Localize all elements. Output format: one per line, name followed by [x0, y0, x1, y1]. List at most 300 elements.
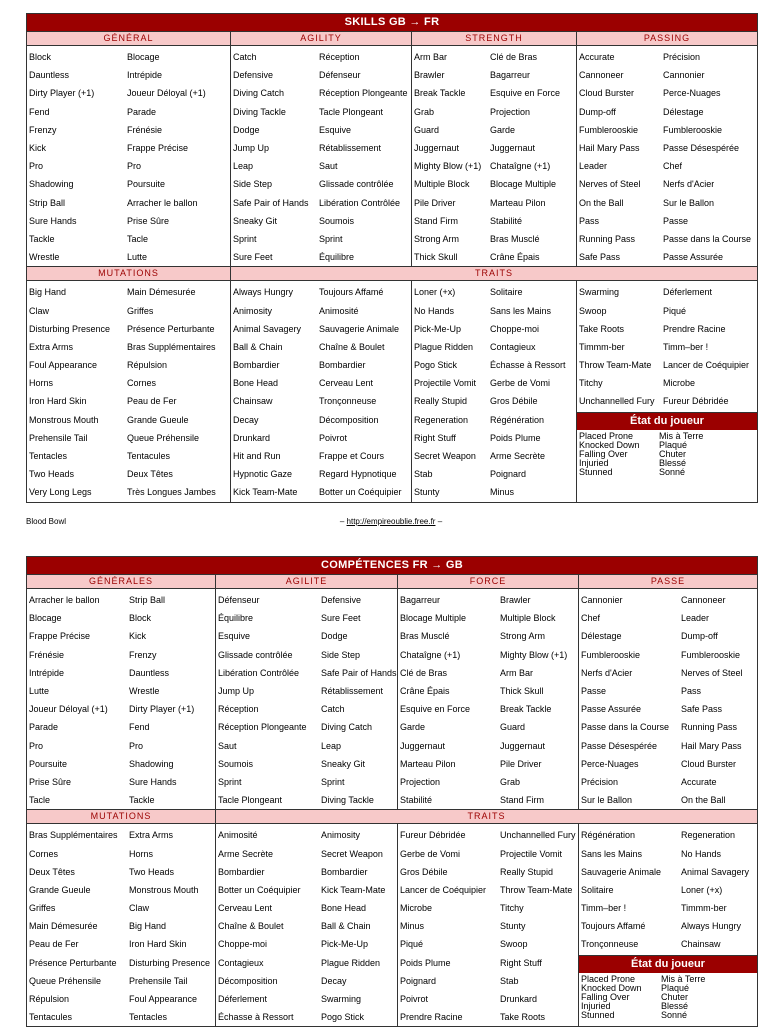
translated-term: Dodge	[321, 631, 348, 642]
translated-term: Really Stupid	[500, 866, 554, 877]
skill-row	[27, 121, 230, 139]
source-term: Prise Sûre	[29, 776, 72, 787]
source-term: Pass	[579, 215, 600, 226]
skill-row	[412, 248, 576, 266]
source-term: Timm–ber !	[581, 903, 627, 914]
translated-term: Extra Arms	[129, 830, 174, 841]
source-term: Bombardier	[218, 866, 265, 877]
skill-row	[27, 84, 230, 102]
translated-term: Deux Têtes	[127, 469, 173, 480]
translated-term: Monstrous Mouth	[129, 884, 199, 895]
source-term: Cannoneer	[579, 70, 624, 81]
translated-term: Animosity	[321, 830, 361, 841]
skill-row	[231, 194, 411, 212]
translated-term: Accurate	[681, 776, 717, 787]
skill-row	[216, 917, 397, 935]
translated-term: Tackle	[129, 795, 155, 806]
skill-row	[27, 429, 230, 447]
translated-term: Secret Weapon	[321, 848, 383, 859]
translated-term: Gros Débile	[490, 396, 538, 407]
source-term: Passe dans la Course	[581, 722, 670, 733]
skill-row	[27, 248, 230, 266]
translated-term: Break Tackle	[500, 704, 552, 715]
source-term: Fumblerooskie	[579, 124, 639, 135]
translated-term: Tentacules	[127, 451, 171, 462]
source-term: Présence Perturbante	[29, 957, 117, 968]
translated-term: Timm–ber !	[663, 341, 709, 352]
translated-term: Tacle Plongeant	[319, 106, 384, 117]
translated-term: Sur le Ballon	[663, 197, 715, 208]
skill-row	[231, 230, 411, 248]
status-fr: Chuter	[661, 991, 689, 1002]
source-term: Timmm-ber	[579, 341, 625, 352]
strength-column	[398, 574, 579, 809]
source-term: Tentacles	[29, 451, 68, 462]
source-term: Pogo Stick	[414, 360, 458, 371]
skill-row	[398, 627, 578, 645]
source-term: Lutte	[29, 686, 50, 697]
source-term: Animosity	[233, 305, 273, 316]
skill-row	[231, 338, 411, 356]
skill-row	[398, 791, 578, 809]
translated-term: Grab	[500, 776, 521, 787]
translated-term: Stab	[500, 975, 519, 986]
translated-term: Poursuite	[127, 179, 166, 190]
source-term: Arme Secrète	[218, 848, 274, 859]
skill-row	[398, 826, 578, 844]
source-term: Peau de Fer	[29, 939, 79, 950]
translated-term: Piqué	[663, 305, 687, 316]
skill-row	[577, 139, 757, 157]
source-term: Hypnotic Gaze	[233, 469, 293, 480]
source-term: Leader	[579, 161, 608, 172]
translated-term: Nerfs d'Acier	[663, 179, 715, 190]
source-term: Poivrot	[400, 994, 429, 1005]
skill-row	[577, 356, 757, 374]
source-term: Dirty Player (+1)	[29, 88, 95, 99]
skill-row	[577, 338, 757, 356]
source-term: Bombardier	[233, 360, 280, 371]
translated-term: Leader	[681, 613, 710, 624]
translated-term: Pick-Me-Up	[321, 939, 369, 950]
translated-term: Cornes	[127, 378, 157, 389]
source-term: Multiple Block	[414, 179, 470, 190]
translated-term: Guard	[500, 722, 526, 733]
skill-row	[216, 737, 397, 755]
translated-term: Contagieux	[490, 341, 536, 352]
skill-row	[27, 301, 230, 319]
skill-row	[398, 899, 578, 917]
source-term: Monstrous Mouth	[29, 414, 99, 425]
translated-term: Catch	[321, 704, 345, 715]
source-term: Décomposition	[218, 975, 278, 986]
source-term: Ball & Chain	[233, 341, 283, 352]
skill-row	[216, 627, 397, 645]
source-term: Kick	[29, 143, 47, 154]
translated-term: Solitaire	[490, 287, 523, 298]
skill-row	[398, 737, 578, 755]
source-term: Passe Assurée	[581, 704, 642, 715]
status-en: Placed Prone	[579, 430, 634, 441]
source-term: Fureur Débridée	[400, 830, 466, 841]
source-term: Dauntless	[29, 70, 70, 81]
skill-row	[216, 990, 397, 1008]
skill-row	[27, 374, 230, 392]
source-term: Swoop	[579, 305, 607, 316]
skill-row	[398, 773, 578, 791]
skill-row	[398, 664, 578, 682]
source-term: Dodge	[233, 124, 260, 135]
translated-term: Swoop	[500, 939, 528, 950]
source-term: Sneaky Git	[233, 215, 278, 226]
translated-term: Passe dans la Course	[663, 233, 752, 244]
translated-term: Dirty Player (+1)	[129, 704, 195, 715]
skill-row	[27, 773, 215, 791]
source-term: Garde	[400, 722, 426, 733]
translated-term: Stunty	[500, 921, 526, 932]
source-term: Tacle Plongeant	[218, 795, 283, 806]
skill-row	[412, 175, 576, 193]
source-term: Clé de Bras	[400, 667, 448, 678]
translated-term: Frappe et Cours	[319, 451, 385, 462]
translated-term: Juggernaut	[490, 143, 536, 154]
translated-term: Glissade contrôlée	[319, 179, 394, 190]
footer-suffix: –	[435, 517, 443, 526]
source-term: Block	[29, 52, 52, 63]
passing-header: PASSING	[577, 31, 757, 46]
source-term: Nerves of Steel	[579, 179, 641, 190]
source-term: Pick-Me-Up	[414, 323, 462, 334]
source-term: Frénésie	[29, 649, 65, 660]
source-term: Précision	[581, 776, 619, 787]
footer-label: Blood Bowl	[26, 517, 67, 526]
skill-row	[27, 194, 230, 212]
source-term: Sprint	[233, 233, 257, 244]
skill-row	[398, 863, 578, 881]
skills-gb-fr-table	[26, 13, 758, 503]
skill-row	[579, 863, 757, 881]
skill-row	[577, 194, 757, 212]
source-term: Cerveau Lent	[218, 903, 273, 914]
translated-term: Chataîgne (+1)	[490, 161, 551, 172]
source-term: Juggernaut	[400, 740, 446, 751]
source-term: Thick Skull	[414, 252, 458, 263]
translated-term: Wrestle	[129, 686, 160, 697]
source-term: Hail Mary Pass	[579, 143, 640, 154]
status-fr: Blessé	[661, 1000, 689, 1011]
skill-row	[231, 374, 411, 392]
source-term: Catch	[233, 52, 257, 63]
skill-row	[27, 175, 230, 193]
skill-row	[216, 755, 397, 773]
source-term: Grab	[414, 106, 435, 117]
translated-term: Cloud Burster	[681, 758, 737, 769]
general-column	[27, 31, 231, 266]
strength-column	[412, 31, 577, 266]
source-term: Échasse à Ressort	[218, 1012, 294, 1023]
translated-term: Side Step	[321, 649, 361, 660]
translated-term: Kick Team-Mate	[321, 884, 386, 895]
source-term: Diving Catch	[233, 88, 285, 99]
skill-row	[412, 230, 576, 248]
translated-term: Pogo Stick	[321, 1012, 365, 1023]
skill-row	[27, 338, 230, 356]
source-term: Drunkard	[233, 432, 271, 443]
translated-term: Répulsion	[127, 360, 168, 371]
skill-row	[577, 48, 757, 66]
skill-row	[27, 954, 215, 972]
skill-row	[398, 682, 578, 700]
site-link[interactable]: http://empireoublie.free.fr	[346, 517, 436, 526]
translated-term: Décomposition	[319, 414, 379, 425]
passing-column	[577, 31, 757, 266]
translated-term: Block	[129, 613, 152, 624]
source-term: Regeneration	[414, 414, 469, 425]
translated-term: Tacle	[127, 233, 149, 244]
skill-row	[398, 935, 578, 953]
skill-row	[231, 212, 411, 230]
skill-row	[216, 954, 397, 972]
skill-row	[27, 48, 230, 66]
translated-term: Prise Sûre	[127, 215, 170, 226]
translated-term: Bombardier	[319, 360, 366, 371]
translated-term: Regard Hypnotique	[319, 469, 397, 480]
translated-term: Cannonier	[663, 70, 705, 81]
translated-term: Hail Mary Pass	[681, 740, 742, 751]
translated-term: Pro	[129, 740, 144, 751]
skill-row	[579, 899, 757, 917]
skill-row	[231, 483, 411, 501]
source-term: Tentacules	[29, 1012, 73, 1023]
traits-header: TRAITS	[216, 809, 757, 824]
status-en: Falling Over	[581, 991, 630, 1002]
source-term: Frenzy	[29, 124, 57, 135]
source-term: Running Pass	[579, 233, 636, 244]
skill-row	[216, 935, 397, 953]
general-header: GÉNÉRALES	[27, 574, 215, 589]
source-term: Hit and Run	[233, 451, 281, 462]
source-term: Horns	[29, 378, 54, 389]
skill-row	[231, 121, 411, 139]
source-term: Stand Firm	[414, 215, 459, 226]
translated-term: Bombardier	[321, 866, 368, 877]
translated-term: Sprint	[321, 776, 345, 787]
status-en: Stunned	[579, 466, 613, 477]
skill-row	[27, 320, 230, 338]
skill-row	[27, 465, 230, 483]
source-term: Take Roots	[579, 323, 625, 334]
skill-row	[579, 737, 757, 755]
skill-row	[577, 66, 757, 84]
source-term: Frappe Précise	[29, 631, 91, 642]
translated-term: Peau de Fer	[127, 396, 177, 407]
translated-term: Grande Gueule	[127, 414, 189, 425]
skill-row	[398, 844, 578, 862]
skill-row	[216, 844, 397, 862]
skill-row	[579, 609, 757, 627]
skill-row	[412, 301, 576, 319]
skill-row	[579, 773, 757, 791]
translated-term: Cannoneer	[681, 595, 726, 606]
skill-row	[27, 103, 230, 121]
source-term: Passe	[581, 686, 607, 697]
translated-term: Drunkard	[500, 994, 538, 1005]
source-term: Foul Appearance	[29, 360, 98, 371]
source-term: Projection	[400, 776, 441, 787]
translated-term: Pass	[681, 686, 702, 697]
translated-term: Frénésie	[127, 124, 163, 135]
translated-term: Esquive	[319, 124, 352, 135]
status-en: Knocked Down	[579, 439, 640, 450]
source-term: Glissade contrôlée	[218, 649, 293, 660]
skill-row	[27, 356, 230, 374]
source-term: Délestage	[581, 631, 622, 642]
source-term: Crâne Épais	[400, 686, 450, 697]
translated-term: Arm Bar	[500, 667, 534, 678]
translated-term: Bone Head	[321, 903, 367, 914]
skill-row	[412, 66, 576, 84]
source-term: Blocage Multiple	[400, 613, 467, 624]
source-term: Poignard	[400, 975, 437, 986]
source-term: Prehensile Tail	[29, 432, 88, 443]
skill-row	[577, 84, 757, 102]
source-term: Strong Arm	[414, 233, 460, 244]
source-term: Titchy	[579, 378, 603, 389]
translated-term: Garde	[490, 124, 516, 135]
strength-header: STRENGTH	[412, 31, 576, 46]
general-header: GÉNÉRAL	[27, 31, 230, 46]
skill-row	[579, 591, 757, 609]
translated-term: Stabilité	[490, 215, 523, 226]
source-term: Gerbe de Vomi	[400, 848, 461, 859]
translated-term: Kick	[129, 631, 147, 642]
skill-row	[231, 175, 411, 193]
source-term: Break Tackle	[414, 88, 466, 99]
translated-term: Joueur Déloyal (+1)	[127, 88, 206, 99]
translated-term: Mighty Blow (+1)	[500, 649, 568, 660]
skill-row	[412, 139, 576, 157]
skill-row	[216, 863, 397, 881]
skill-row	[579, 755, 757, 773]
status-en: Falling Over	[579, 448, 628, 459]
translated-term: Right Stuff	[500, 957, 542, 968]
source-term: Side Step	[233, 179, 273, 190]
translated-term: Échasse à Ressort	[490, 360, 566, 371]
translated-term: Horns	[129, 848, 154, 859]
source-term: Diving Tackle	[233, 106, 286, 117]
skill-row	[216, 972, 397, 990]
skill-row	[398, 990, 578, 1008]
player-status-header: État du joueur	[577, 413, 757, 430]
source-term: Microbe	[400, 903, 433, 914]
translated-term: Animal Savagery	[681, 866, 750, 877]
skill-row	[412, 356, 576, 374]
skill-row	[27, 447, 230, 465]
translated-term: Chef	[663, 161, 683, 172]
source-term: Claw	[29, 305, 50, 316]
source-term: Leap	[233, 161, 254, 172]
translated-term: Esquive en Force	[490, 88, 561, 99]
translated-term: Minus	[490, 487, 515, 498]
skill-row	[398, 591, 578, 609]
translated-term: On the Ball	[681, 795, 726, 806]
skill-row	[412, 194, 576, 212]
skill-row	[216, 773, 397, 791]
status-fr: Mis à Terre	[661, 973, 706, 984]
mutations-header: MUTATIONS	[27, 266, 230, 281]
source-term: Piqué	[400, 939, 424, 950]
skill-row	[216, 899, 397, 917]
player-status-box	[577, 412, 757, 477]
translated-term: Rétablissement	[319, 143, 382, 154]
skill-row	[579, 718, 757, 736]
skill-row	[398, 609, 578, 627]
source-term: Tackle	[29, 233, 55, 244]
source-term: Sure Hands	[29, 215, 77, 226]
source-term: Contagieux	[218, 957, 264, 968]
source-term: Botter un Coéquipier	[218, 884, 301, 895]
translated-term: Animosité	[319, 305, 359, 316]
status-fr: Sonné	[661, 1009, 688, 1020]
status-en: Injuried	[581, 1000, 611, 1011]
skill-row	[27, 212, 230, 230]
skill-row	[216, 591, 397, 609]
translated-term: Crâne Épais	[490, 252, 540, 263]
skill-row	[412, 374, 576, 392]
skill-row	[231, 66, 411, 84]
skill-row	[216, 700, 397, 718]
translated-term: Précision	[663, 52, 701, 63]
source-term: Queue Préhensile	[29, 975, 102, 986]
table-title: COMPÉTENCES FR → GB	[27, 557, 757, 574]
source-term: Marteau Pilon	[400, 758, 456, 769]
translated-term: Équilibre	[319, 252, 355, 263]
skill-row	[27, 591, 215, 609]
skill-row	[231, 84, 411, 102]
source-term: Pro	[29, 740, 44, 751]
traits-section	[231, 266, 757, 501]
skill-row	[398, 917, 578, 935]
skill-row	[577, 103, 757, 121]
source-term: Libération Contrôlée	[218, 667, 300, 678]
skill-row	[398, 718, 578, 736]
skill-row	[577, 374, 757, 392]
status-fr: Sonné	[659, 466, 686, 477]
translated-term: Dump-off	[681, 631, 718, 642]
skill-row	[231, 103, 411, 121]
translated-term: Arme Secrète	[490, 451, 546, 462]
source-term: Minus	[400, 921, 425, 932]
translated-term: Lutte	[127, 252, 148, 263]
skill-categories	[27, 574, 757, 809]
translated-term: Blocage	[127, 52, 160, 63]
skill-row	[27, 791, 215, 809]
translated-term: Big Hand	[129, 921, 167, 932]
skill-row	[231, 139, 411, 157]
source-term: Esquive en Force	[400, 704, 471, 715]
source-term: Extra Arms	[29, 341, 74, 352]
translated-term: Cerveau Lent	[319, 378, 374, 389]
status-en: Placed Prone	[581, 973, 636, 984]
source-term: Strip Ball	[29, 197, 66, 208]
source-term: Blocage	[29, 613, 62, 624]
footer-prefix: –	[339, 517, 347, 526]
translated-term: Blocage Multiple	[490, 179, 557, 190]
source-term: Parade	[29, 722, 59, 733]
source-term: Bone Head	[233, 378, 279, 389]
source-term: Right Stuff	[414, 432, 456, 443]
translated-term: Fumblerooskie	[681, 649, 741, 660]
